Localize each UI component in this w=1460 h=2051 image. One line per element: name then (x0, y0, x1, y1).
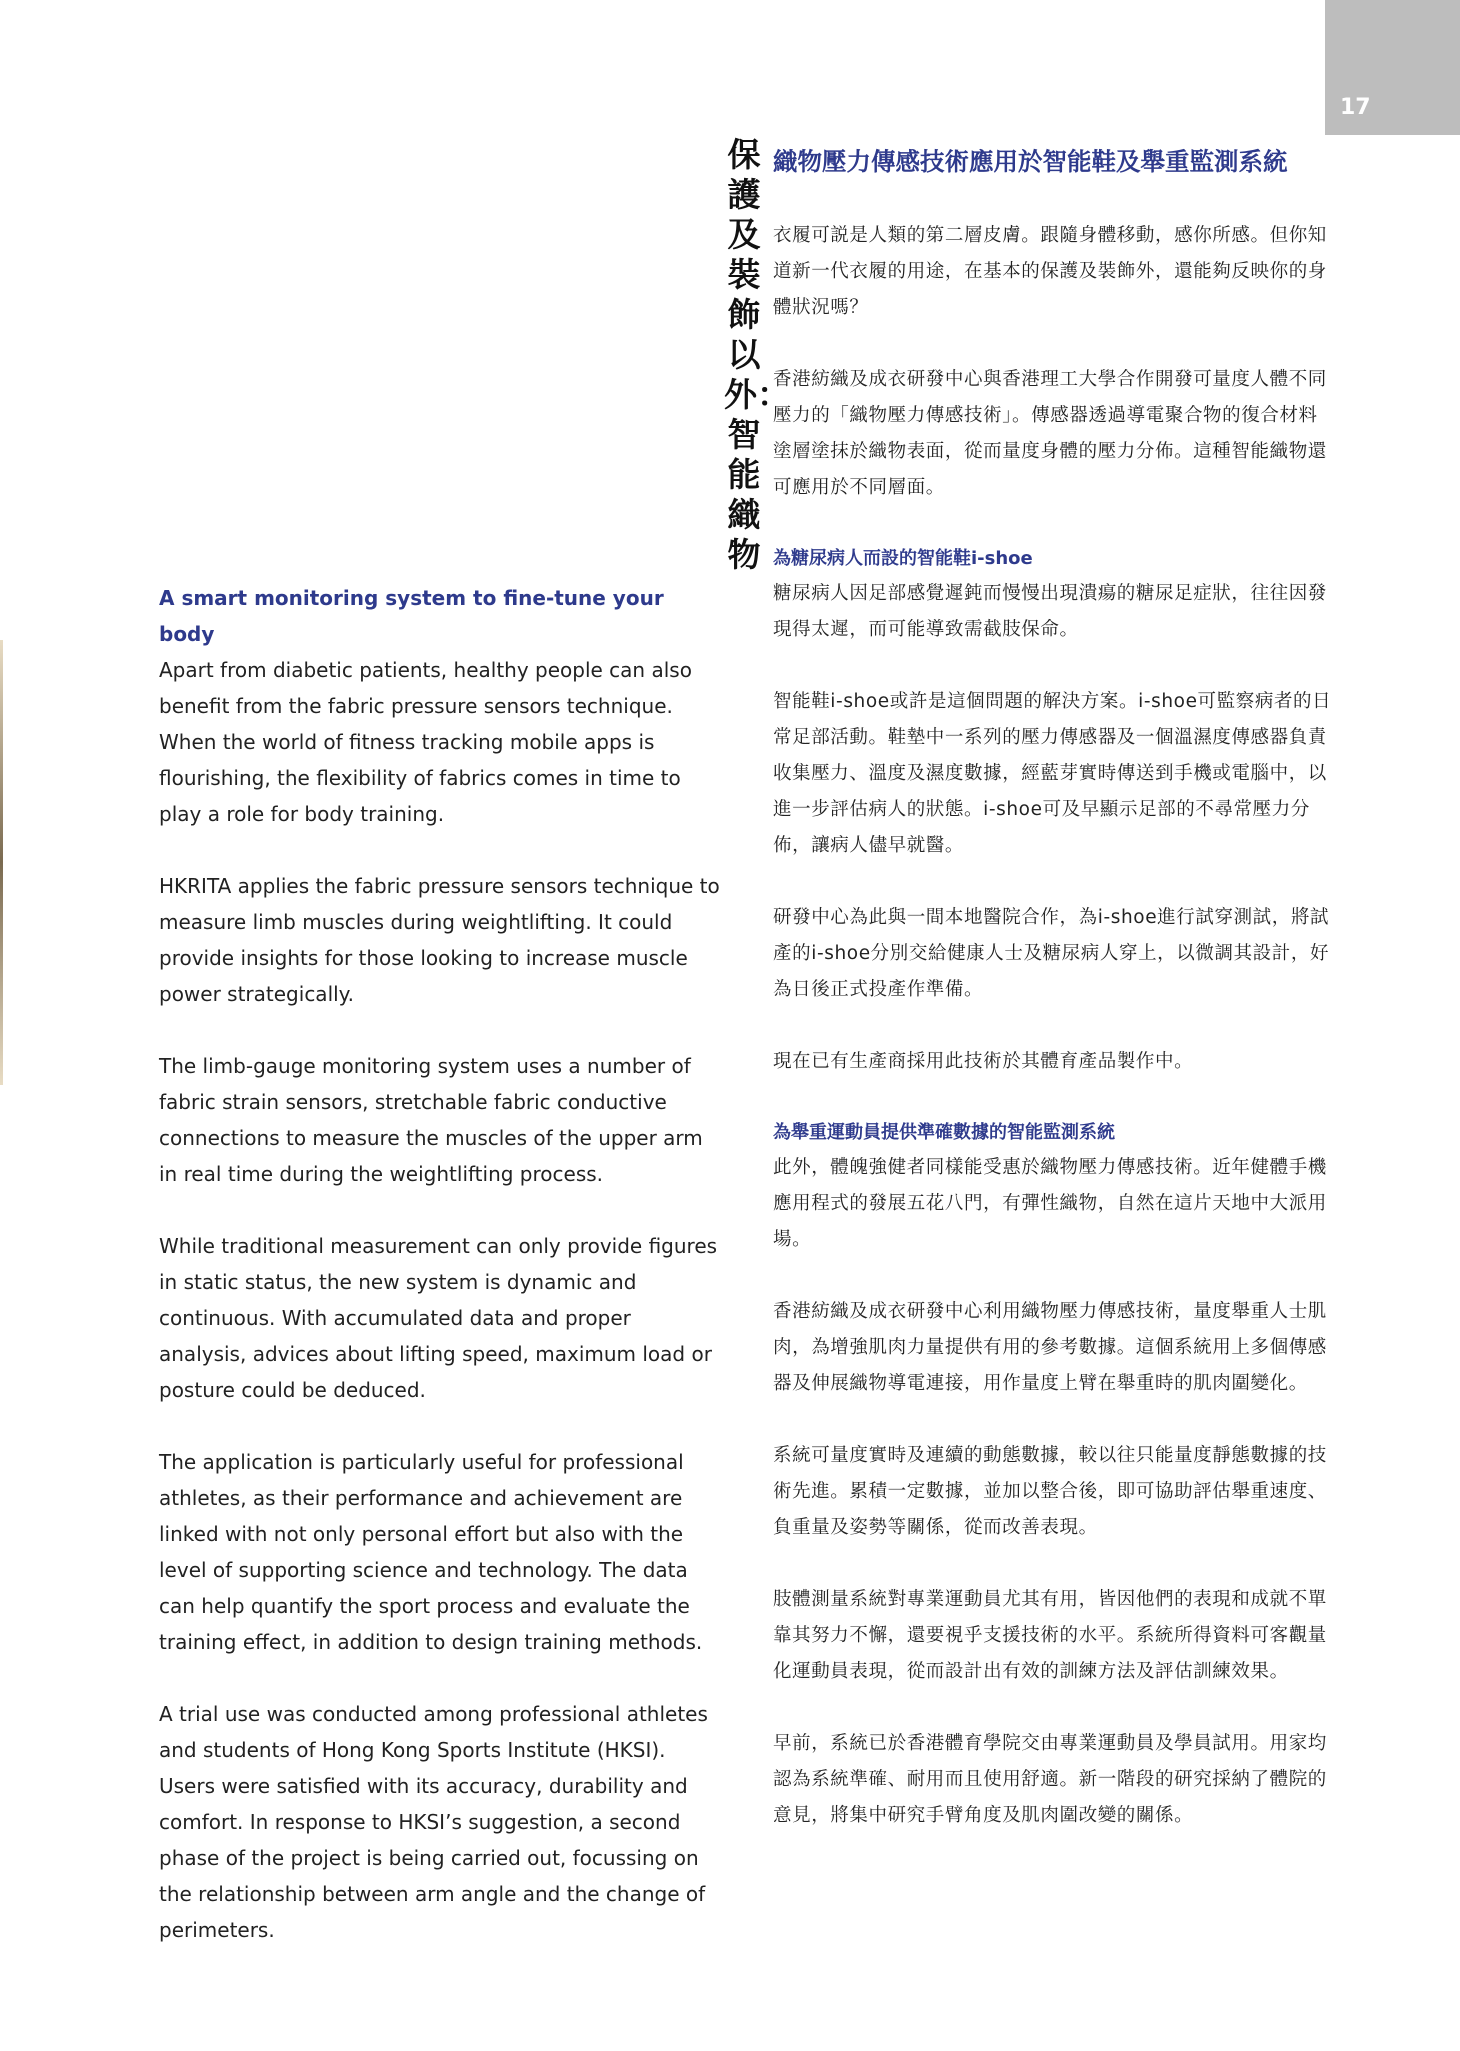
chinese-intro-paragraph: 香港紡織及成衣研發中心與香港理工大學合作開發可量度人體不同壓力的「織物壓力傳感技術」。傳感器透過導電聚合物的復合材料塗層塗抹於織物表面，從而量度身體的壓力分佈。這種智能織物還可應用於不同層面。 (773, 369, 1327, 498)
english-paragraph: A trial use was conducted among professional athletes and students of Hong Kong Sports Institute (HKSI). Users were satisfied with its accuracy, durability and comfort. In response to HKSI’s suggestion, a second phase of the project is being carried out, focussing on the relationship between arm angle and the change of perimeters. (159, 1702, 708, 1942)
chinese-title: 織物壓力傳感技術應用於智能鞋及舉重監測系統 (773, 147, 1288, 176)
chinese-paragraph: 系統可量度實時及連續的動態數據，較以往只能量度靜態數據的技術先進。累積一定數據，並加以整合後，即可協助評估舉重速度、負重量及姿勢等關係，從而改善表現。 (773, 1445, 1327, 1538)
page-edge-decoration (0, 640, 3, 1085)
english-paragraph: HKRITA applies the fabric pressure sensors technique to measure limb muscles during weightlifting. It could provide insights for those looking to increase muscle power strategically. (159, 874, 720, 1006)
section-heading-i-shoe: 為糖尿病人而設的智能鞋i-shoe (773, 548, 1033, 569)
chinese-paragraph: 肢體測量系統對專業運動員尤其有用，皆因他們的表現和成就不單靠其努力不懈，還要視乎支援技術的水平。系統所得資料可客觀量化運動員表現，從而設計出有效的訓練方法及評估訓練效果。 (773, 1589, 1327, 1682)
english-paragraph: Apart from diabetic patients, healthy people can also benefit from the fabric pressure sensors technique. When the world of fitness tracking mobile apps is flourishing, the flexibility of fabrics comes in time to play a role for body training. (159, 658, 692, 826)
chinese-column (773, 142, 1333, 1870)
chinese-paragraph: 香港紡織及成衣研發中心利用織物壓力傳感技術，量度舉重人士肌肉，為增強肌肉力量提供有用的參考數據。這個系統用上多個傳感器及伸展織物導電連接，用作量度上臂在舉重時的肌肉圍變化。 (773, 1301, 1327, 1394)
english-column (159, 580, 724, 1984)
english-paragraph: The limb-gauge monitoring system uses a number of fabric strain sensors, stretchable fabric conductive connections to measure the muscles of the upper arm in real time during the weightlifting process. (159, 1054, 703, 1186)
section-heading-weightlifting: 為舉重運動員提供準確數據的智能監測系統 (773, 1122, 1115, 1143)
chinese-intro-paragraph: 衣履可説是人類的第二層皮膚。跟隨身體移動，感你所感。但你知道新一代衣履的用途，在基本的保護及裝飾外，還能夠反映你的身體狀況嗎？ (773, 225, 1327, 318)
chinese-paragraph: 智能鞋i-shoe或許是這個問題的解決方案。i-shoe可監察病者的日常足部活動。鞋墊中一系列的壓力傳感器及一個溫濕度傳感器負責收集壓力、溫度及濕度數據，經藍芽實時傳送到手機或電腦中，以進一步評估病人的狀態。i-shoe可及早顯示足部的不尋常壓力分佈，讓病人儘早就醫。 (773, 691, 1332, 856)
chinese-paragraph: 現在已有生產商採用此技術於其體育產品製作中。 (773, 1051, 1194, 1072)
page-number: 17 (1340, 95, 1371, 120)
chinese-paragraph: 糖尿病人因足部感覺遲鈍而慢慢出現潰瘍的糖尿足症狀，往往因發現得太遲，而可能導致需截肢保命。 (773, 583, 1327, 640)
english-paragraph: While traditional measurement can only provide figures in static status, the new system is dynamic and continuous. With accumulated data and proper analysis, advices about lifting speed, maximum load or posture could be deduced. (159, 1234, 718, 1402)
chinese-paragraph: 早前，系統已於香港體育學院交由專業運動員及學員試用。用家均認為系統準確、耐用而且使用舒適。新一階段的研究採納了體院的意見，將集中研究手臂角度及肌肉圍改變的關係。 (773, 1733, 1327, 1826)
vertical-section-title: 保護及裝飾以外：智能織物 (724, 135, 790, 574)
chinese-paragraph: 此外，體魄強健者同樣能受惠於織物壓力傳感技術。近年健體手機應用程式的發展五花八門，有彈性織物，自然在這片天地中大派用場。 (773, 1157, 1327, 1250)
english-heading: A smart monitoring system to fine-tune your body (159, 586, 664, 646)
chinese-paragraph: 研發中心為此與一間本地醫院合作，為i-shoe進行試穿測試，將試產的i-shoe分別交給健康人士及糖尿病人穿上，以微調其設計，好為日後正式投產作準備。 (773, 907, 1330, 1000)
english-paragraph: The application is particularly useful for professional athletes, as their performance and achievement are linked with not only personal effort but also with the level of supporting science and technology. The data can help quantify the sport process and evaluate the training effect, in addition to design training methods. (159, 1450, 703, 1654)
